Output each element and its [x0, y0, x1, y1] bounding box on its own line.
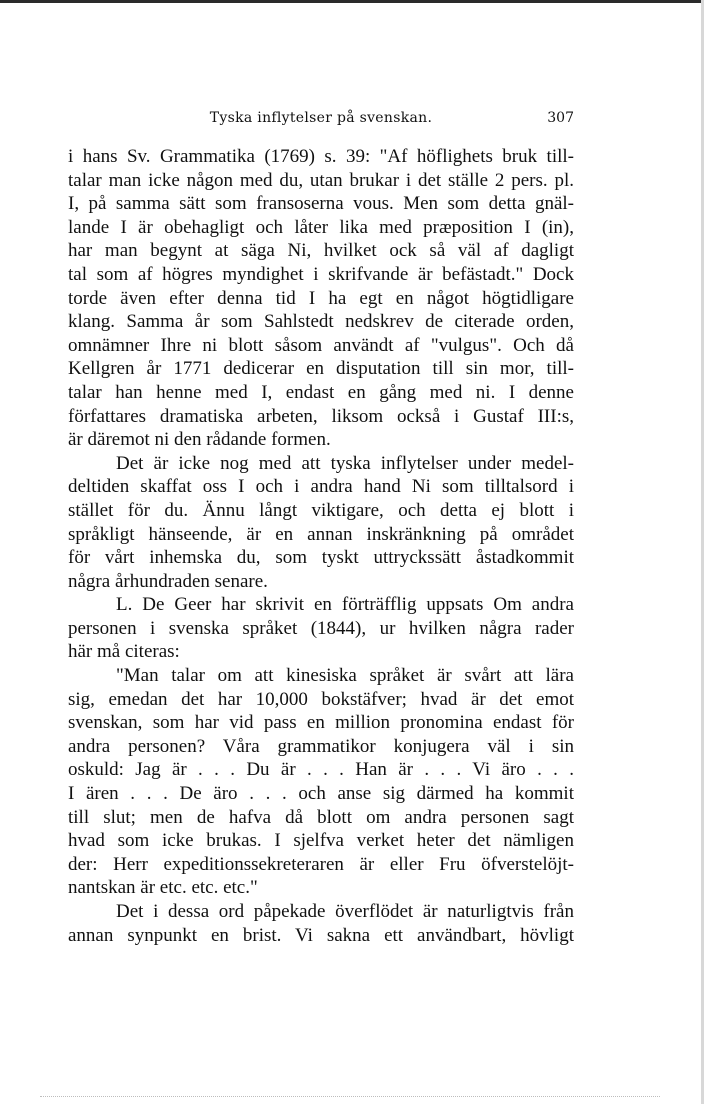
- page-top-edge: [0, 0, 704, 3]
- text-line: "Man talar om att kinesiska språket är svårt att lära: [116, 665, 574, 687]
- text-line: har man begynt at säga Ni, hvilket ock så väl af dagligt: [68, 240, 574, 262]
- text-line: klang. Samma år som Sahlstedt nedskrev de citerade orden,: [68, 311, 574, 333]
- text-line: för vårt inhemska du, som tyskt uttryckssätt åstadkommit: [68, 547, 574, 569]
- book-page: [68, 104, 574, 947]
- text-line: författares dramatiska arbeten, liksom också i Gustaf III:s,: [68, 405, 574, 427]
- text-line: annan synpunkt en brist. Vi sakna ett användbart, hövligt: [68, 924, 574, 946]
- text-line: till slut; men de hafva då blott om andra personen sagt: [68, 806, 574, 828]
- text-line: språkligt hänseende, är en annan inskränkning på området: [68, 523, 574, 545]
- text-line: I, på samma sätt som fransoserna vous. Men som detta gnäl-: [68, 193, 574, 215]
- text-line: torde även efter denna tid I ha egt en något högtidligare: [68, 287, 574, 309]
- text-line: svenskan, som har vid pass en million pronomina endast för: [68, 712, 574, 734]
- text-line: oskuld: Jag är . . . Du är . . . Han är . . . Vi äro . . .: [68, 759, 574, 781]
- text-line: lande I är obehagligt och låter lika med præposition I (in),: [68, 216, 574, 238]
- page-number: 307: [547, 110, 574, 126]
- text-line: talar man icke någon med du, utan brukar i det ställe 2 pers. pl.: [68, 169, 574, 191]
- text-line: andra personen? Våra grammatikor konjugera väl i sin: [68, 735, 574, 757]
- text-line: i hans Sv. Grammatika (1769) s. 39: "Af höflighets bruk till-: [68, 146, 574, 167]
- running-head: Tyska inflytelser på svenskan.: [209, 110, 433, 126]
- text-line: hvad som icke brukas. I sjelfva verket heter det nämligen: [68, 830, 574, 852]
- text-line: L. De Geer har skrivit en förträfflig uppsats Om andra: [116, 594, 574, 616]
- text-line: tal som af högres myndighet i skrifvande är befästadt." Dock: [68, 263, 574, 285]
- scan-bottom-edge: [40, 1096, 660, 1098]
- page-header: [68, 104, 574, 132]
- text-line: Det i dessa ord påpekade överflödet är naturligtvis från: [116, 901, 574, 922]
- text-line: omnämner Ihre ni blott såsom användt af "vulgus". Och då: [68, 334, 574, 356]
- text-line: sig, emedan det har 10,000 bokstäfver; hvad är det emot: [68, 688, 574, 710]
- body-text: [68, 145, 574, 947]
- text-line: talar han henne med I, endast en gång med ni. I denne: [68, 381, 574, 403]
- text-line: är däremot ni den rådande formen.: [68, 429, 331, 451]
- text-line: der: Herr expeditionssekreteraren är eller Fru öfverstelöjt-: [68, 853, 574, 875]
- text-line: här må citeras:: [68, 641, 180, 663]
- text-line: Kellgren år 1771 dedicerar en disputation till sin mor, till-: [68, 358, 574, 380]
- text-line: några århundraden senare.: [68, 570, 268, 592]
- text-line: nantskan är etc. etc. etc.": [68, 877, 258, 899]
- text-line: personen i svenska språket (1844), ur hvilken några rader: [68, 617, 574, 639]
- text-line: Det är icke nog med att tyska inflytelser under medel-: [116, 452, 574, 474]
- text-line: I ären . . . De äro . . . och anse sig därmed ha kommit: [68, 783, 574, 805]
- text-line: stället för du. Ännu långt viktigare, och detta ej blott i: [68, 499, 574, 521]
- text-line: deltiden skaffat oss I och i andra hand Ni som tilltalsord i: [68, 476, 574, 498]
